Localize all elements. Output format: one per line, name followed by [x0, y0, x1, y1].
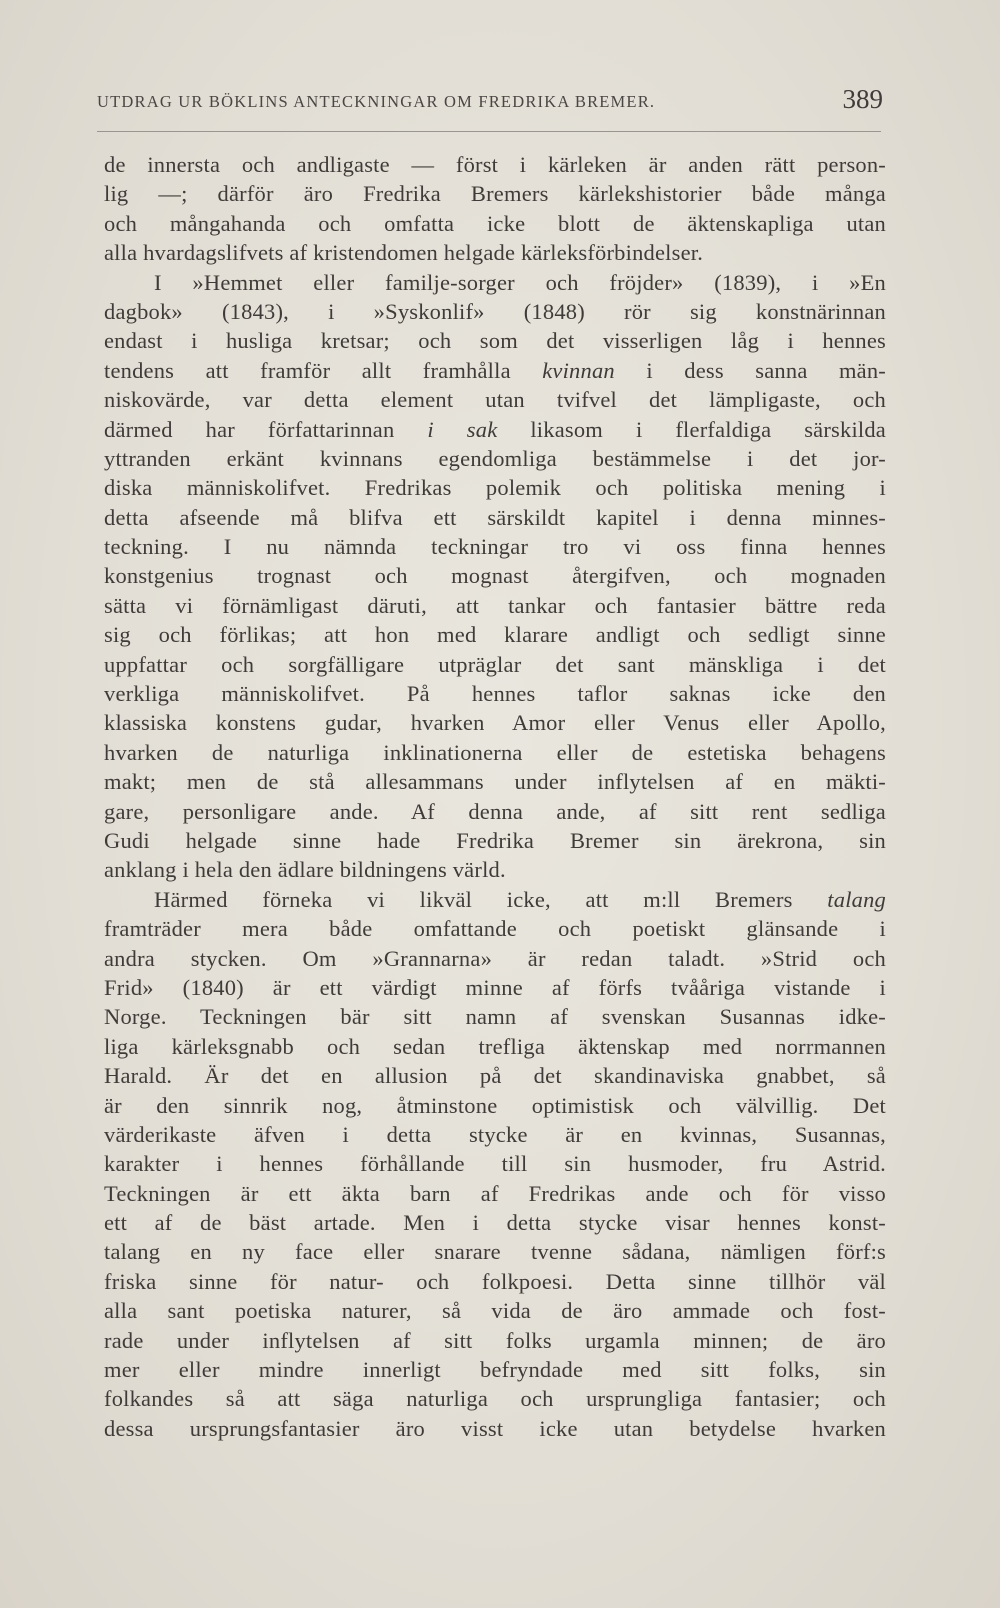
text-line: är den sinnrik nog, åtminstone optimistisk och välvillig. Det: [104, 1092, 886, 1118]
text-line: [104, 356, 886, 385]
text-run: tendens att framför allt framhålla: [104, 357, 543, 383]
text-line: yttranden erkänt kvinnans egendomliga bestämmelse i det jor-: [104, 445, 886, 471]
text-line: uppfattar och sorgfälligare utpräglar det sant mänskliga i det: [104, 651, 886, 677]
text-line: Gudi helgade sinne hade Fredrika Bremer sin ärekrona, sin: [104, 827, 886, 853]
text-run: i dess sanna män-: [614, 357, 887, 383]
text-line: friska sinne för natur- och folkpoesi. Detta sinne tillhör väl: [104, 1268, 886, 1294]
text-line: rade under inflytelsen af sitt folks urgamla minnen; de äro: [104, 1327, 886, 1353]
text-line: sig och förlikas; att hon med klarare andligt och sedligt sinne: [104, 622, 886, 648]
text-line: Harald. Är det en allusion på det skandinaviska gnabbet, så: [104, 1063, 886, 1089]
text-run: Härmed förneka vi likväl icke, att m:ll Bremers: [154, 886, 828, 912]
text-line: klassiska konstens gudar, hvarken Amor eller Venus eller Apollo,: [104, 710, 886, 736]
text-line: [104, 885, 886, 914]
header-rule: [97, 131, 881, 132]
italic-emphasis: kvinnan: [542, 357, 615, 383]
text-line: Norge. Teckningen bär sitt namn af svenskan Susannas idke-: [104, 1004, 886, 1030]
text-line: konstgenius trognast och mognast återgifven, och mognaden: [104, 563, 886, 589]
text-line: och mångahanda och omfatta icke blott de äktenskapliga utan: [104, 210, 886, 236]
text-line: endast i husliga kretsar; och som det visserligen låg i hennes: [104, 328, 886, 354]
italic-emphasis: i sak: [427, 416, 498, 442]
text-line: ett af de bäst artade. Men i detta stycke visar hennes konst-: [104, 1210, 886, 1236]
text-line: detta afseende må blifva ett särskildt kapitel i denna minnes-: [104, 504, 886, 530]
text-line: lig —; därför äro Fredrika Bremers kärlekshistorier både många: [104, 181, 886, 207]
text-line: karakter i hennes förhållande till sin husmoder, fru Astrid.: [104, 1151, 886, 1177]
text-line: folkandes så att säga naturliga och ursprungliga fantasier; och: [104, 1386, 886, 1412]
text-line: alla sant poetiska naturer, så vida de äro ammade och fost-: [104, 1298, 886, 1324]
italic-emphasis: talang: [827, 886, 886, 912]
text-line: teckning. I nu nämnda teckningar tro vi oss finna hennes: [104, 534, 886, 560]
text-line: hvarken de naturliga inklinationerna eller de estetiska behagens: [104, 739, 886, 765]
text-run: likasom i flerfaldiga särskilda: [497, 416, 886, 442]
text-line: värderikaste äfven i detta stycke är en kvinnas, Susannas,: [104, 1121, 886, 1147]
text-line: gare, personligare ande. Af denna ande, af sitt rent sedliga: [104, 798, 886, 824]
text-line: anklang i hela den ädlare bildningens värld.: [104, 857, 506, 883]
text-line: sätta vi förnämligast däruti, att tankar och fantasier bättre reda: [104, 592, 886, 618]
text-line: diska människolifvet. Fredrikas polemik och politiska mening i: [104, 475, 886, 501]
running-title: UTDRAG UR BÖKLINS ANTECKNINGAR OM FREDRIKA BREMER.: [97, 92, 656, 111]
text-line: makt; men de stå allesammans under inflytelsen af en mäkti-: [104, 769, 886, 795]
text-line: mer eller mindre innerligt befryndade med sitt folks, sin: [104, 1357, 886, 1383]
text-line: talang en ny face eller snarare tvenne sådana, nämligen förf:s: [104, 1239, 886, 1265]
text-line: [104, 415, 886, 444]
text-line: Frid» (1840) är ett värdigt minne af förfs tvååriga vistande i: [104, 974, 886, 1000]
text-line: alla hvardagslifvets af kristendomen helgade kärleksförbindelser.: [104, 240, 704, 266]
body-text: [104, 150, 886, 1443]
text-line: dessa ursprungsfantasier äro visst icke utan betydelse hvarken: [104, 1415, 886, 1441]
text-line: andra stycken. Om »Grannarna» är redan taladt. »Strid och: [104, 945, 886, 971]
running-header: [97, 84, 883, 124]
page-number: 389: [842, 84, 883, 114]
text-line: Teckningen är ett äkta barn af Fredrikas ande och för visso: [104, 1180, 886, 1206]
text-line: niskovärde, var detta element utan tvifvel det lämpligaste, och: [104, 387, 886, 413]
text-line: liga kärleksgnabb och sedan trefliga äktenskap med norrmannen: [104, 1033, 886, 1059]
text-line: de innersta och andligaste — först i kärleken är anden rätt person-: [104, 152, 886, 177]
text-line: verkliga människolifvet. På hennes taflor saknas icke den: [104, 681, 886, 707]
text-line: I »Hemmet eller familje-sorger och fröjder» (1839), i »En: [154, 269, 886, 295]
text-line: framträder mera både omfattande och poetiskt glänsande i: [104, 916, 886, 942]
text-line: dagbok» (1843), i »Syskonlif» (1848) rör sig konstnärinnan: [104, 298, 886, 324]
text-run: därmed har författarinnan: [104, 416, 428, 442]
